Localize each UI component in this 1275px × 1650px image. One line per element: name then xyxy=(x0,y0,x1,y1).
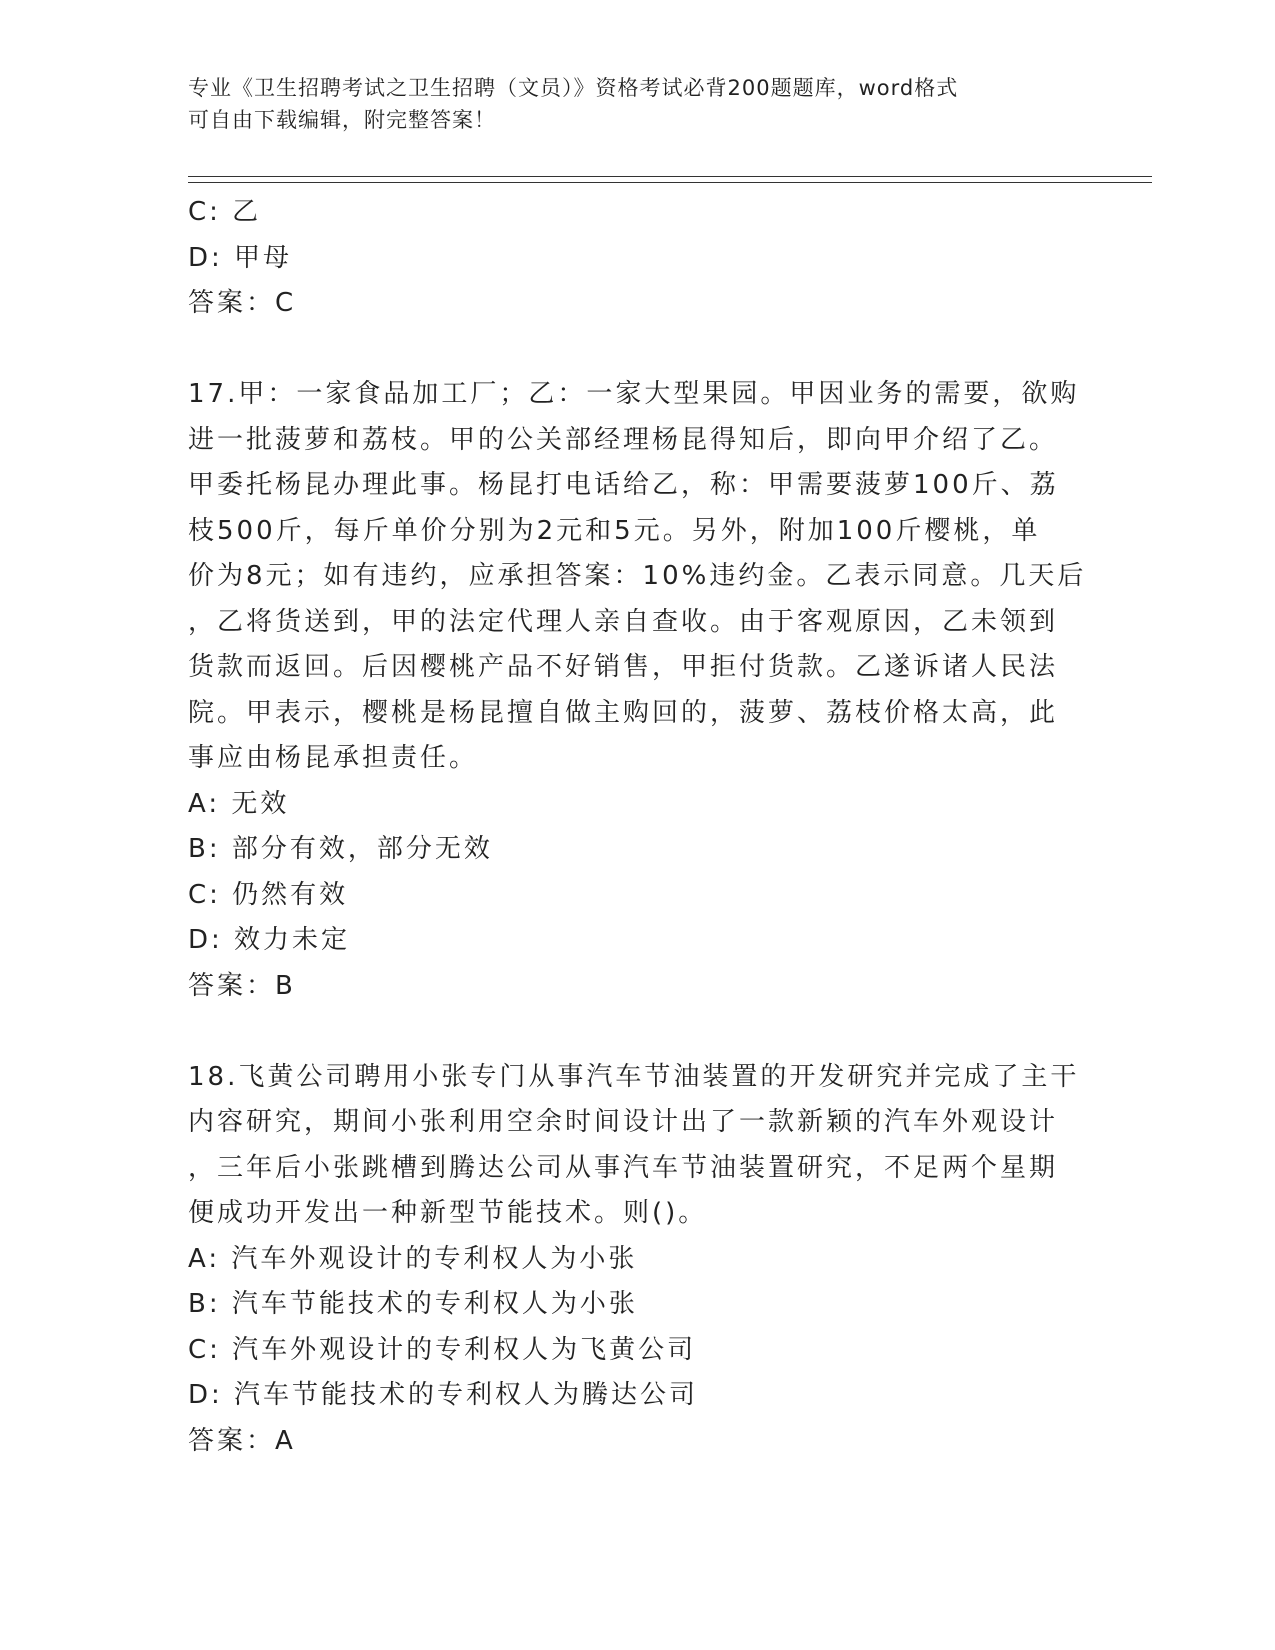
stem-line: 进一批菠萝和荔枝。甲的公关部经理杨昆得知后，即向甲介绍了乙。 xyxy=(188,424,1059,455)
stem-line: 甲委托杨昆办理此事。杨昆打电话给乙，称：甲需要菠萝100斤、荔 xyxy=(188,470,1059,500)
option-b: B: 汽车节能技术的专利权人为小张 xyxy=(188,1289,638,1319)
option-c: C: 汽车外观设计的专利权人为飞黄公司 xyxy=(188,1334,697,1365)
page-header xyxy=(188,72,1078,136)
stem-line: 枝500斤，每斤单价分别为2元和5元。另外，附加100斤樱桃，单 xyxy=(188,515,1041,546)
stem-line: 内容研究，期间小张利用空余时间设计出了一款新颖的汽车外观设计 xyxy=(188,1107,1059,1137)
stem-line: ，乙将货送到，甲的法定代理人亲自查收。由于客观原因，乙未领到 xyxy=(188,606,1059,637)
option-d: D: 效力未定 xyxy=(188,925,351,955)
stem-line: 便成功开发出一种新型节能技术。则()。 xyxy=(188,1198,708,1228)
option-c: C: 仍然有效 xyxy=(188,879,349,910)
stem-line: 事应由杨昆承担责任。 xyxy=(188,743,479,773)
option-b: B: 部分有效，部分无效 xyxy=(188,834,493,864)
stem-line: 18.飞黄公司聘用小张专门从事汽车节油装置的开发研究并完成了主干 xyxy=(188,1061,1080,1092)
stem-line: 货款而返回。后因樱桃产品不好销售，甲拒付货款。乙遂诉诸人民法 xyxy=(188,652,1059,682)
option-a: A: 无效 xyxy=(188,788,290,819)
question-17 xyxy=(188,372,1087,1009)
previous-question-tail xyxy=(188,190,1068,327)
stem-line: 院。甲表示，樱桃是杨昆擅自做主购回的，菠萝、荔枝价格太高，此 xyxy=(188,697,1059,728)
answer: 答案：B xyxy=(188,970,296,1001)
option-c: C: 乙 xyxy=(188,197,262,227)
stem-line: 17.甲：一家食品加工厂；乙：一家大型果园。甲因业务的需要，欲购 xyxy=(188,379,1080,409)
header-line-2: 可自由下载编辑，附完整答案！ xyxy=(188,108,496,132)
stem-line: ，三年后小张跳槽到腾达公司从事汽车节油装置研究，不足两个星期 xyxy=(188,1152,1059,1183)
question-18 xyxy=(188,1055,1080,1465)
option-d: D: 甲母 xyxy=(188,242,293,273)
answer: 答案：A xyxy=(188,1425,296,1456)
question-stem xyxy=(188,372,1087,782)
spacer xyxy=(188,1009,1068,1055)
option-d: D: 汽车节能技术的专利权人为腾达公司 xyxy=(188,1380,699,1410)
header-line-1: 专业《卫生招聘考试之卫生招聘（文员）》资格考试必背200题题库，word格式 xyxy=(188,76,959,100)
stem-line: 价为8元；如有违约，应承担答案：10%违约金。乙表示同意。几天后 xyxy=(188,561,1087,591)
spacer xyxy=(188,327,1068,373)
answer: 答案：C xyxy=(188,288,297,318)
document-body xyxy=(188,190,1087,1464)
question-stem xyxy=(188,1055,1080,1237)
header-divider xyxy=(188,176,1152,183)
option-a: A: 汽车外观设计的专利权人为小张 xyxy=(188,1243,638,1274)
